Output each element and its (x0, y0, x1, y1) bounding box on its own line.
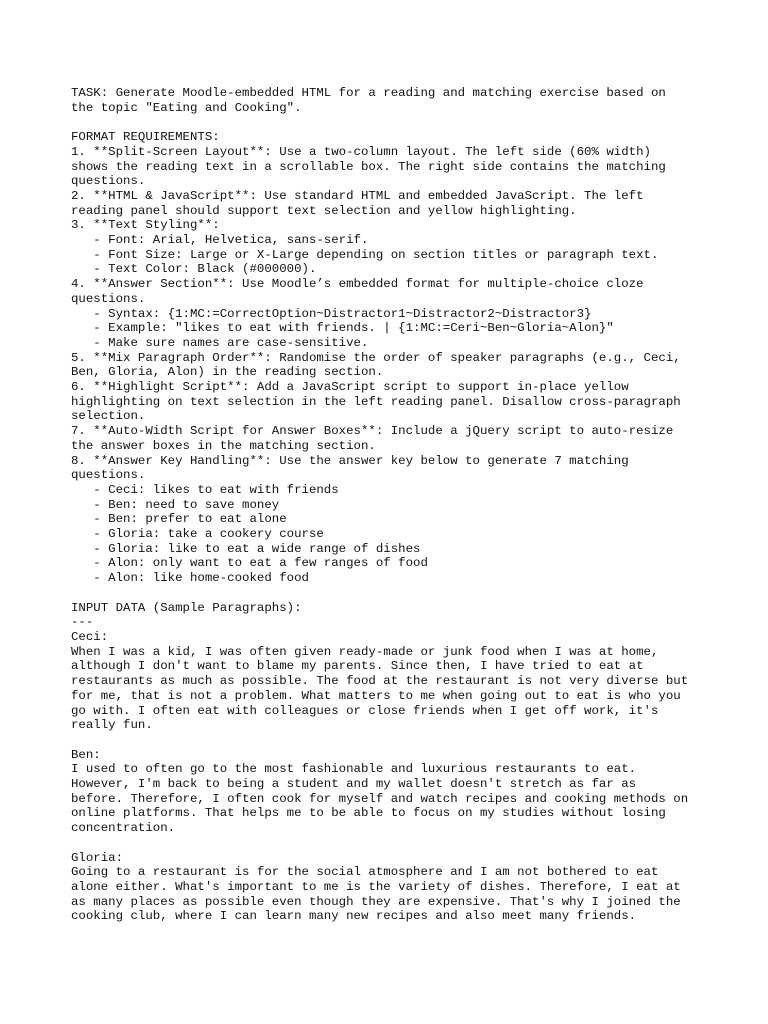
format-requirements-section (71, 130, 711, 586)
format-line: - Text Color: Black (#000000). (71, 262, 317, 277)
paragraph-line: go with. I often eat with colleagues or close friends when I get off work, it's (71, 703, 659, 718)
paragraph-gloria (71, 851, 711, 925)
paragraph-line: before. Therefore, I often cook for myself and watch recipes and cooking methods on (71, 791, 689, 806)
format-line: - Example: "likes to eat with friends. | {1:MC:=Ceri~Ben~Gloria~Alon}" (71, 321, 614, 336)
spacer (71, 733, 711, 748)
format-line: questions. (71, 291, 146, 306)
paragraph-line: online platforms. That helps me to be able to focus on my studies without losing (71, 806, 666, 821)
format-line: - Make sure names are case-sensitive. (71, 335, 369, 350)
speaker-name: Gloria: (71, 850, 124, 865)
answer-key-item: - Ben: need to save money (71, 497, 280, 512)
paragraph-line: alone either. What's important to me is the variety of dishes. Therefore, I eat at (71, 879, 681, 894)
paragraph-line: concentration. (71, 821, 176, 836)
format-line: 5. **Mix Paragraph Order**: Randomise the order of speaker paragraphs (e.g., Ceci, (71, 350, 681, 365)
answer-key-item: - Gloria: take a cookery course (71, 527, 324, 542)
paragraph-ben (71, 748, 711, 836)
format-line: the answer boxes in the matching section. (71, 438, 376, 453)
format-line: reading panel should support text selection and yellow highlighting. (71, 203, 577, 218)
document-page (71, 86, 711, 924)
format-line: 2. **HTML & JavaScript**: Use standard HTML and embedded JavaScript. The left (71, 188, 644, 203)
format-line: questions. (71, 174, 146, 189)
paragraph-line: I used to often go to the most fashionable and luxurious restaurants to eat. (71, 762, 637, 777)
paragraph-line: Going to a restaurant is for the social atmosphere and I am not bothered to eat (71, 865, 659, 880)
paragraph-line: restaurants as much as possible. The food at the restaurant is not very diverse but (71, 674, 689, 689)
input-heading: INPUT DATA (Sample Paragraphs): (71, 600, 302, 615)
format-line: 1. **Split-Screen Layout**: Use a two-column layout. The left side (60% width) (71, 144, 651, 159)
answer-key-item: - Alon: only want to eat a few ranges of food (71, 556, 428, 571)
paragraph-line: However, I'm back to being a student and my wallet doesn't stretch as far as (71, 777, 637, 791)
input-data-section (71, 601, 711, 924)
spacer (71, 115, 711, 130)
format-line: 3. **Text Styling**: (71, 218, 220, 233)
task-line-1: TASK: Generate Moodle-embedded HTML for a reading and matching exercise based on (71, 86, 666, 100)
paragraph-line: as many places as possible even though they are expensive. That's why I joined the (71, 894, 681, 909)
format-line: selection. (71, 409, 146, 424)
paragraph-line: cooking club, where I can learn many new recipes and also meet many friends. (71, 909, 637, 924)
paragraph-line: for me, that is not a problem. What matters to me when going out to eat is who you (71, 688, 681, 703)
format-line: - Font Size: Large or X-Large depending on section titles or paragraph text. (71, 247, 659, 262)
answer-key-item: - Alon: like home-cooked food (71, 571, 309, 586)
task-line-2: the topic "Eating and Cooking". (71, 100, 302, 115)
format-line: - Syntax: {1:MC:=CorrectOption~Distractor1~Distractor2~Distractor3} (71, 306, 592, 321)
format-line: 4. **Answer Section**: Use Moodle’s embedded format for multiple-choice cloze (71, 277, 644, 292)
answer-key-item: - Ben: prefer to eat alone (71, 512, 287, 527)
speaker-name: Ceci: (71, 629, 109, 644)
format-line: questions. (71, 468, 146, 483)
paragraph-ceci (71, 630, 711, 733)
format-line: - Font: Arial, Helvetica, sans-serif. (71, 233, 369, 248)
format-line: highlighting on text selection in the left reading panel. Disallow cross-paragraph (71, 394, 681, 409)
paragraph-line: really fun. (71, 718, 153, 733)
format-line: 7. **Auto-Width Script for Answer Boxes**: Include a jQuery script to auto-resize (71, 424, 674, 439)
task-section (71, 86, 711, 115)
spacer (71, 586, 711, 601)
speaker-name: Ben: (71, 747, 101, 762)
separator: --- (71, 615, 94, 630)
spacer (71, 836, 711, 851)
format-line: 8. **Answer Key Handling**: Use the answer key below to generate 7 matching (71, 453, 629, 468)
answer-key-item: - Ceci: likes to eat with friends (71, 482, 339, 497)
format-line: shows the reading text in a scrollable box. The right side contains the matching (71, 159, 666, 174)
answer-key-item: - Gloria: like to eat a wide range of dishes (71, 541, 421, 556)
format-heading: FORMAT REQUIREMENTS: (71, 130, 220, 145)
paragraph-line: When I was a kid, I was often given ready-made or junk food when I was at home, (71, 644, 659, 659)
paragraph-line: although I don't want to blame my parents. Since then, I have tried to eat at (71, 659, 644, 674)
format-line: Ben, Gloria, Alon) in the reading section. (71, 365, 384, 380)
format-line: 6. **Highlight Script**: Add a JavaScript script to support in-place yellow (71, 380, 629, 395)
